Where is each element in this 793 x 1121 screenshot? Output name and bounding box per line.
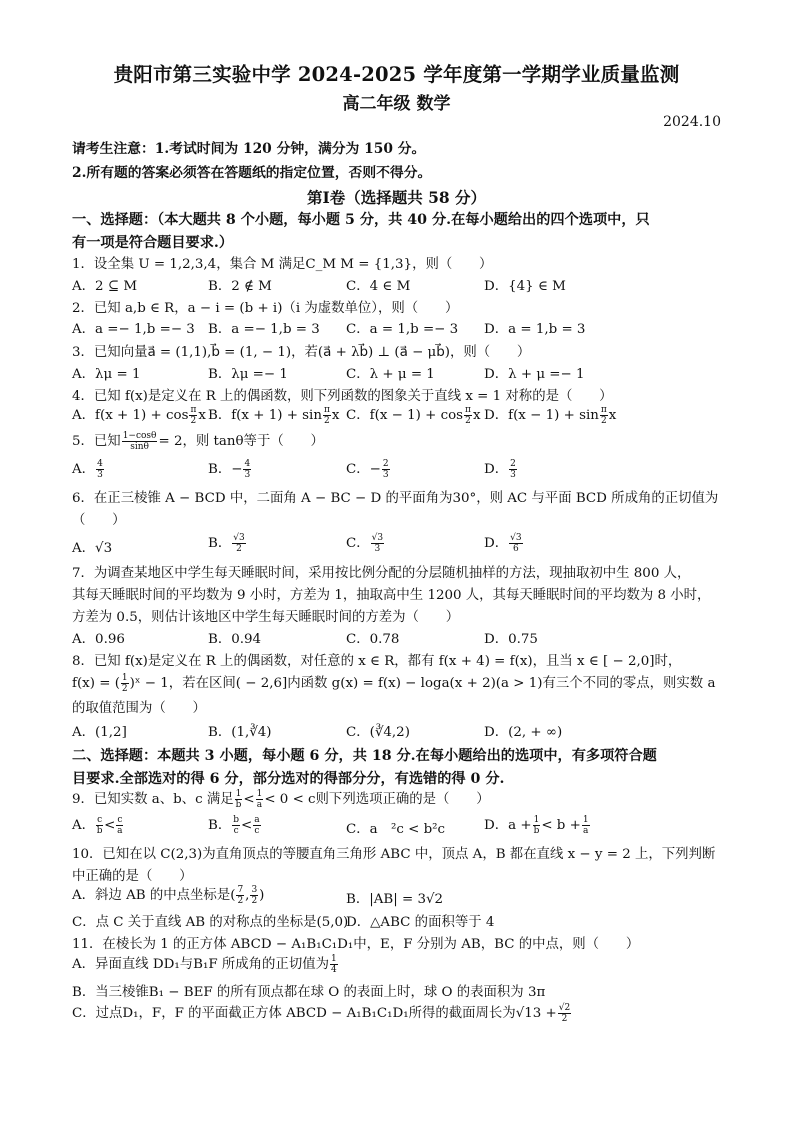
q5-stem-den: sinθ (130, 442, 149, 452)
q9-d-d2: a (583, 826, 589, 836)
q5-d-num: 2 (510, 459, 516, 469)
q8-line-2-pre: f(x) = ( (72, 676, 120, 691)
section-2-heading-1: 二、选择题：本题共 3 小题，每小题 6 分，共 18 分.在每小题给出的选项中，有多项符合题 (72, 748, 657, 764)
q10-option-c: C．点 C 关于直线 AB 的对称点的坐标是(5,0) (72, 915, 349, 930)
q9-stem-mid: < (243, 792, 255, 807)
q11-c-pre: C．过点D₁，F，F 的平面截正方体 ABCD − A₁B₁C₁D₁所得的截面周长为√13 + (72, 1006, 557, 1021)
q5-b-den: 3 (244, 470, 251, 480)
q2-option-a: A．a =− 1,b =− 3 (72, 322, 195, 337)
q6-option-b (208, 532, 247, 554)
q11-a-num: 1 (331, 954, 337, 964)
q4-option-d (484, 404, 616, 426)
q5-option-d (484, 458, 518, 480)
q4-a-den: 2 (190, 416, 197, 426)
q11-c-num: √2 (558, 1003, 571, 1013)
q9-d-mid: < b + (541, 818, 581, 833)
q4-d-var: x (608, 408, 617, 423)
q10-a-d2: 2 (251, 896, 258, 906)
q6-c-fraction (371, 533, 384, 554)
q4-option-c-fraction (464, 405, 472, 426)
q4-option-a-fraction (189, 405, 197, 426)
q8-line-3: 的取值范围为（ ） (72, 701, 206, 716)
q7-line-1: 7．为调查某地区中学生每天睡眠时间，采用按比例分配的分层随机抽样的方法，现抽取初中生 800 人， (72, 566, 691, 581)
q2-stem: 2．已知 a,b ∈ R，a − i = (b + i)（i 为虚数单位），则（ ） (72, 301, 459, 316)
q11-option-c (72, 1002, 572, 1024)
q3-option-c: C．λ + μ = 1 (346, 367, 435, 382)
q10-line-1: 10．已知在以 C(2,3)为直角顶点的等腰直角三角形 ABC 中，顶点 A，B 都在直线 x − y = 2 上，下列判断 (72, 847, 716, 862)
exam-date: 2024.10 (663, 114, 721, 130)
q9-d-frac-1 (533, 815, 541, 836)
q4-option-b-text: B．f(x + 1) + sin (208, 408, 322, 423)
q1-option-c: C．4 ∈ M (346, 279, 411, 294)
q11-a-pre: A．异面直线 DD₁与B₁F 所成角的正切值为 (72, 957, 329, 972)
q4-b-den: 2 (324, 416, 330, 426)
q6-c-den: 3 (374, 544, 381, 554)
q9-frac-2 (256, 789, 264, 810)
q8-option-c: C．(∛4,2) (346, 725, 410, 740)
q10-option-b: B．|AB| = 3√2 (346, 892, 444, 907)
q5-a-den: 3 (97, 470, 103, 480)
q7-line-3: 方差为 0.5，则估计该地区中学生每天睡眠时间的方差为（ ） (72, 610, 460, 625)
q2-option-b: B．a =− 1,b = 3 (208, 322, 320, 337)
q5-stem-post: = 2，则 tanθ等于（ ） (158, 434, 324, 449)
q6-stem-2: （ ） (72, 513, 126, 528)
q6-d-num: √3 (510, 533, 522, 543)
q4-c-num: π (465, 405, 471, 415)
q5-stem-num: 1−cosθ (122, 431, 157, 441)
q9-f2-den: a (256, 800, 263, 810)
q6-b-num: √3 (233, 533, 245, 543)
q9-option-a (72, 814, 124, 836)
q8-line-2-post: )ˣ − 1，若在区间( − 2,6]内函数 g(x) = f(x) − loga(x + 2)(a > 1)有三个不同的零点，则实数 a (129, 676, 716, 691)
q5-stem (72, 430, 324, 452)
q8-option-b: B．(1,∛4) (208, 725, 272, 740)
q6-option-a: A．√3 (72, 541, 113, 556)
q11-stem: 11．在棱长为 1 的正方体 ABCD − A₁B₁C₁D₁中，E，F 分别为 AB，BC 的中点，则（ ） (72, 937, 640, 952)
section-2-heading-2: 目要求.全部选对的得 6 分，部分选对的得部分分，有选错的得 0 分. (72, 771, 505, 787)
q9-stem-pre: 9．已知实数 a、b、c 满足 (72, 792, 234, 807)
q9-b-pre: B． (208, 818, 232, 833)
q6-c-num: √3 (371, 533, 384, 543)
q7-line-2: 其每天睡眠时间的平均数为 9 小时，方差为 1，抽取高中生 1200 人，其每天睡眠时间的平均数为 8 小时， (72, 588, 711, 603)
q9-stem (72, 788, 490, 810)
q9-a-n1: c (97, 815, 103, 825)
q8-line-2-fraction (121, 673, 129, 694)
q6-d-den: 6 (513, 544, 519, 554)
q2-option-c: C．a = 1,b =− 3 (346, 322, 459, 337)
q9-d-n2: 1 (582, 815, 589, 825)
q4-option-b (208, 404, 339, 426)
q3-option-d: D．λ + μ =− 1 (484, 367, 585, 382)
q5-stem-fraction (122, 431, 158, 452)
q9-d-d1: b (533, 826, 540, 836)
q9-f2-num: 1 (256, 789, 263, 799)
q11-a-den: 4 (331, 965, 337, 975)
q9-b-frac-2 (253, 815, 260, 836)
q4-c-var: x (472, 408, 481, 423)
notice-line-1: 请考生注意：1.考试时间为 120 分钟，满分为 150 分。 (72, 141, 426, 157)
q8-line-2 (72, 672, 715, 694)
q4-b-var: x (331, 408, 340, 423)
q5-option-c (346, 458, 391, 480)
exam-title: 贵阳市第三实验中学 2024-2025 学年度第一学期学业质量监测 (113, 63, 680, 86)
q10-a-n2: 3 (251, 885, 258, 895)
q9-a-op: < (104, 818, 116, 833)
q7-option-c: C．0.78 (346, 632, 400, 647)
q2-option-d: D．a = 1,b = 3 (484, 322, 586, 337)
q5-d-pre: D． (484, 462, 509, 477)
q5-option-a (72, 458, 105, 480)
q1-stem: 1．设全集 U = 1,2,3,4，集合 M 满足C_M M = {1,3}，则（ ） (72, 257, 493, 272)
q4-option-d-text: D．f(x − 1) + sin (484, 408, 599, 423)
q4-a-var: x (198, 408, 206, 423)
q5-b-pre: B．− (208, 462, 243, 477)
q9-b-op: < (241, 818, 253, 833)
q5-c-den: 3 (382, 470, 389, 480)
q3-option-a: A．λμ = 1 (72, 367, 141, 382)
q4-b-num: π (323, 405, 330, 415)
q5-c-pre: C．− (346, 462, 381, 477)
q9-stem-post: < 0 < c则下列选项正确的是（ ） (264, 792, 490, 807)
q11-c-den: 2 (561, 1014, 568, 1024)
q8-line-2-den: 2 (121, 684, 128, 694)
notice-line-2: 2.所有题的答案必须答在答题纸的指定位置，否则不得分。 (72, 165, 432, 181)
q9-a-n2: c (117, 815, 123, 825)
q8-option-a: A．(1,2] (72, 725, 127, 740)
q4-option-c (346, 404, 481, 426)
q9-a-pre: A． (72, 818, 96, 833)
q6-stem: 6．在正三棱锥 A − BCD 中，二面角 A − BC − D 的平面角为30°，则 AC 与平面 BCD 所成角的正切值为 (72, 491, 719, 506)
q6-option-c (346, 532, 385, 554)
q11-a-fraction (330, 954, 338, 975)
section-1-heading-1: 一、选择题：（本大题共 8 个小题，每小题 5 分，共 40 分.在每小题给出的四个选项中，只 (72, 212, 650, 228)
q1-option-b: B．2 ∉ M (208, 279, 272, 294)
q6-b-fraction (232, 533, 245, 554)
q4-option-d-fraction (600, 405, 608, 426)
q9-b-n2: a (254, 815, 260, 825)
q10-a-frac-1 (236, 885, 244, 906)
q9-option-b (208, 814, 262, 836)
q11-option-b: B．当三棱锥B₁ − BEF 的所有顶点都在球 O 的表面上时，球 O 的表面积为 3π (72, 985, 546, 1000)
q4-option-b-fraction (323, 405, 331, 426)
q6-b-den: 2 (236, 544, 242, 554)
q6-c-pre: C． (346, 536, 370, 551)
q8-option-d: D．(2, + ∞) (484, 725, 563, 740)
q6-b-pre: B． (208, 536, 232, 551)
q5-a-pre: A． (72, 462, 96, 477)
q1-option-d: D．{4} ∈ M (484, 279, 566, 294)
q3-option-b: B．λμ =− 1 (208, 367, 288, 382)
q10-a-sep: , (245, 888, 250, 903)
q9-option-d (484, 814, 591, 836)
q10-a-d1: 2 (237, 896, 244, 906)
q4-option-a-text: A．f(x + 1) + cos (72, 408, 189, 423)
q9-a-d1: b (96, 826, 103, 836)
q5-a-num: 4 (97, 459, 103, 469)
q5-c-num: 2 (382, 459, 389, 469)
q10-line-2: 中正确的是（ ） (72, 869, 193, 884)
q4-d-den: 2 (600, 416, 607, 426)
q10-a-frac-2 (250, 885, 258, 906)
q7-option-d: D．0.75 (484, 632, 538, 647)
q4-d-num: π (600, 405, 607, 415)
q11-option-a (72, 953, 339, 975)
q6-option-d (484, 532, 524, 554)
q4-option-a (72, 404, 206, 426)
q10-a-n1: 7 (237, 885, 244, 895)
q6-d-pre: D． (484, 536, 509, 551)
q6-d-fraction (509, 533, 522, 554)
q9-d-pre: D．a + (484, 818, 532, 833)
q9-d-frac-2 (582, 815, 590, 836)
q9-option-c: C．a ²c < b²c (346, 822, 446, 837)
q9-a-frac-1 (96, 815, 103, 836)
q9-f1-den: b (235, 800, 242, 810)
q3-stem: 3．已知向量a⃗ = (1,1),b⃗ = (1, − 1)，若(a⃗ + λb⃗) ⊥ (a⃗ − μb⃗)，则（ ） (72, 345, 531, 360)
q9-f1-num: 1 (235, 789, 242, 799)
q9-a-d2: a (117, 826, 123, 836)
q10-option-d: D．△ABC 的面积等于 4 (346, 915, 495, 930)
exam-subtitle: 高二年级 数学 (342, 94, 451, 114)
q9-b-frac-1 (232, 815, 240, 836)
q8-line-2-num: 1 (121, 673, 128, 683)
q1-option-a: A．2 ⊆ M (72, 279, 138, 294)
q4-option-c-text: C．f(x − 1) + cos (346, 408, 464, 423)
q9-d-n1: 1 (533, 815, 540, 825)
q8-line-1: 8．已知 f(x)是定义在 R 上的偶函数，对任意的 x ∈ R，都有 f(x + 4) = f(x)，且当 x ∈ [ − 2,0]时， (72, 654, 682, 669)
q4-stem: 4．已知 f(x)是定义在 R 上的偶函数，则下列函数的图象关于直线 x = 1 对称的是（ ） (72, 389, 613, 404)
q10-option-a (72, 884, 264, 906)
q5-b-fraction (243, 459, 251, 480)
q5-a-fraction (96, 459, 104, 480)
q9-b-d1: c (233, 826, 239, 836)
q10-a-post: ) (259, 888, 265, 903)
q10-a-pre: A．斜边 AB 的中点坐标是( (72, 888, 236, 903)
q5-d-den: 3 (510, 470, 516, 480)
q5-d-fraction (509, 459, 517, 480)
q5-b-num: 4 (244, 459, 251, 469)
q5-option-b (208, 458, 252, 480)
q9-frac-1 (235, 789, 243, 810)
q4-a-num: π (190, 405, 197, 415)
q11-c-fraction (558, 1003, 571, 1024)
q9-b-d2: c (254, 826, 260, 836)
q9-b-n1: b (233, 815, 239, 825)
q9-a-frac-2 (116, 815, 123, 836)
section-1-heading-2: 有一项是符合题目要求.） (72, 235, 234, 251)
q5-stem-pre: 5．已知 (72, 434, 121, 449)
q7-option-b: B．0.94 (208, 632, 262, 647)
q4-c-den: 2 (465, 416, 471, 426)
q5-c-fraction (382, 459, 390, 480)
q7-option-a: A．0.96 (72, 632, 125, 647)
section-1-title: 第Ⅰ卷（选择题共 58 分） (306, 188, 487, 207)
